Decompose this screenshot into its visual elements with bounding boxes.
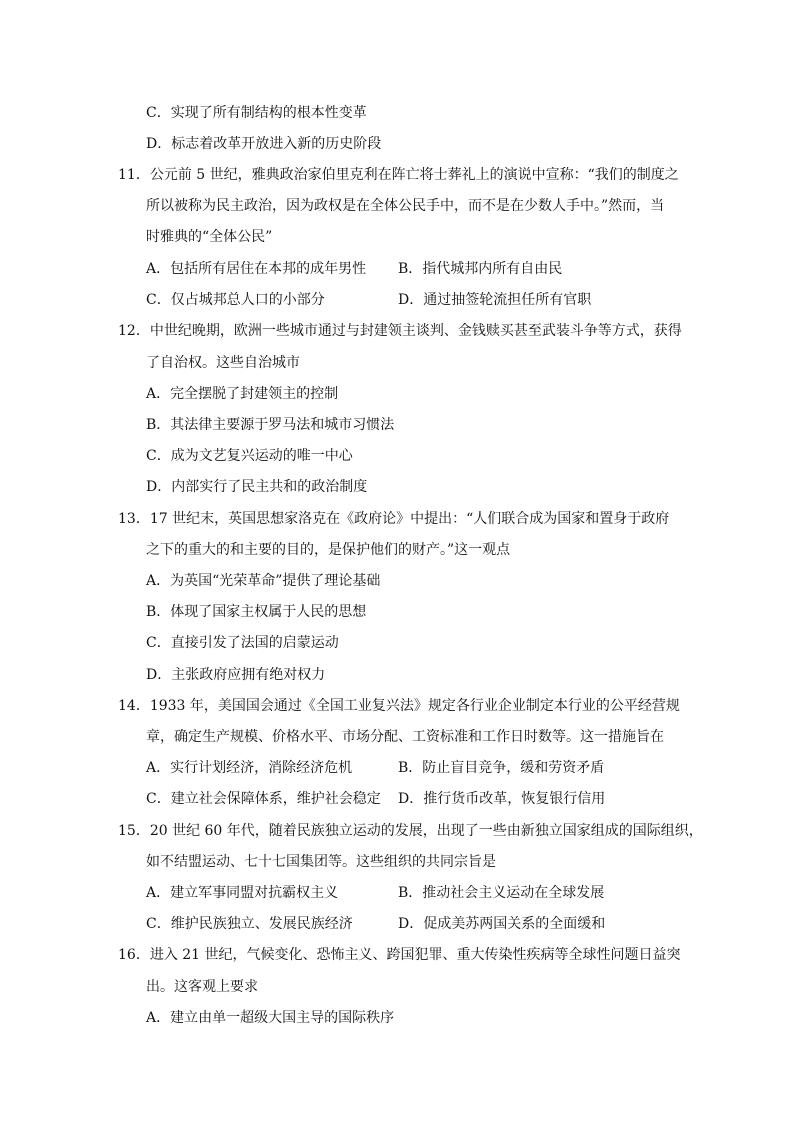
q13-option-a: A．为英国“光荣革命”提供了理论基础 bbox=[146, 573, 381, 589]
q11-stem-line-3: 时雅典的“全体公民” bbox=[146, 229, 273, 245]
q11-stem-line-1: 11．公元前 5 世纪，雅典政治家伯里克利在阵亡将士葬礼上的演说中宣称：“我们的制度之 bbox=[118, 167, 679, 183]
q15-stem-line-1: 15．20 世纪 60 年代，随着民族独立运动的发展，出现了一些由新独立国家组成的国际组织， bbox=[118, 823, 703, 839]
q14-option-d: D．推行货币改革，恢复银行信用 bbox=[398, 791, 606, 807]
q15-stem-line-2: 如不结盟运动、七十七国集团等。这些组织的共同宗旨是 bbox=[146, 854, 496, 870]
q13-option-b: B．体现了国家主权属于人民的思想 bbox=[146, 604, 367, 620]
q13-stem-line-1: 13．17 世纪末，英国思想家洛克在《政府论》中提出：“人们联合成为国家和置身于政府 bbox=[118, 511, 670, 527]
q12-option-c: C．成为文艺复兴运动的唯一中心 bbox=[146, 448, 353, 464]
q16-option-a: A．建立由单一超级大国主导的国际秩序 bbox=[146, 1010, 395, 1026]
q15-option-d: D．促成美苏两国关系的全面缓和 bbox=[398, 916, 606, 932]
q13-option-c: C．直接引发了法国的启蒙运动 bbox=[146, 635, 339, 651]
q14-stem-line-2: 章，确定生产规模、价格水平、市场分配、工资标准和工作日时数等。这一措施旨在 bbox=[146, 729, 664, 745]
q12-stem-line-1: 12．中世纪晚期，欧洲一些城市通过与封建领主谈判、金钱赎买甚至武装斗争等方式，获得 bbox=[118, 323, 682, 339]
q10-option-c: C．实现了所有制结构的根本性变革 bbox=[146, 105, 367, 121]
q16-stem-line-1: 16．进入 21 世纪，气候变化、恐怖主义、跨国犯罪、重大传染性疾病等全球性问题日益突 bbox=[118, 947, 681, 963]
q13-stem-line-2: 之下的重大的和主要的目的，是保护他们的财产。”这一观点 bbox=[146, 542, 511, 558]
q15-option-b: B．推动社会主义运动在全球发展 bbox=[398, 885, 605, 901]
q15-option-c: C．维护民族独立、发展民族经济 bbox=[146, 916, 353, 932]
q14-option-c: C．建立社会保障体系，维护社会稳定 bbox=[146, 791, 381, 807]
q11-option-c: C．仅占城邦总人口的小部分 bbox=[146, 292, 325, 308]
q14-option-a: A．实行计划经济，消除经济危机 bbox=[146, 760, 353, 776]
q16-stem-line-2: 出。这客观上要求 bbox=[146, 979, 258, 995]
q12-option-a: A．完全摆脱了封建领主的控制 bbox=[146, 386, 339, 402]
q11-option-a: A．包括所有居住在本邦的成年男性 bbox=[146, 261, 367, 277]
q12-option-b: B．其法律主要源于罗马法和城市习惯法 bbox=[146, 417, 395, 433]
q12-option-d: D．内部实行了民主共和的政治制度 bbox=[146, 479, 368, 495]
q13-option-d: D．主张政府应拥有绝对权力 bbox=[146, 667, 326, 683]
q11-option-d: D．通过抽签轮流担任所有官职 bbox=[398, 292, 592, 308]
q12-stem-line-2: 了自治权。这些自治城市 bbox=[146, 355, 300, 371]
q14-option-b: B．防止盲目竞争，缓和劳资矛盾 bbox=[398, 760, 605, 776]
q11-stem-line-2: 所以被称为民主政治，因为政权是在全体公民手中，而不是在少数人手中。”然而，当 bbox=[146, 198, 665, 214]
q11-option-b: B．指代城邦内所有自由民 bbox=[398, 261, 563, 277]
q10-option-d: D．标志着改革开放进入新的历史阶段 bbox=[146, 136, 382, 152]
q15-option-a: A．建立军事同盟对抗霸权主义 bbox=[146, 885, 339, 901]
q14-stem-line-1: 14．1933 年，美国国会通过《全国工业复兴法》规定各行业企业制定本行业的公平经营规 bbox=[118, 698, 680, 714]
